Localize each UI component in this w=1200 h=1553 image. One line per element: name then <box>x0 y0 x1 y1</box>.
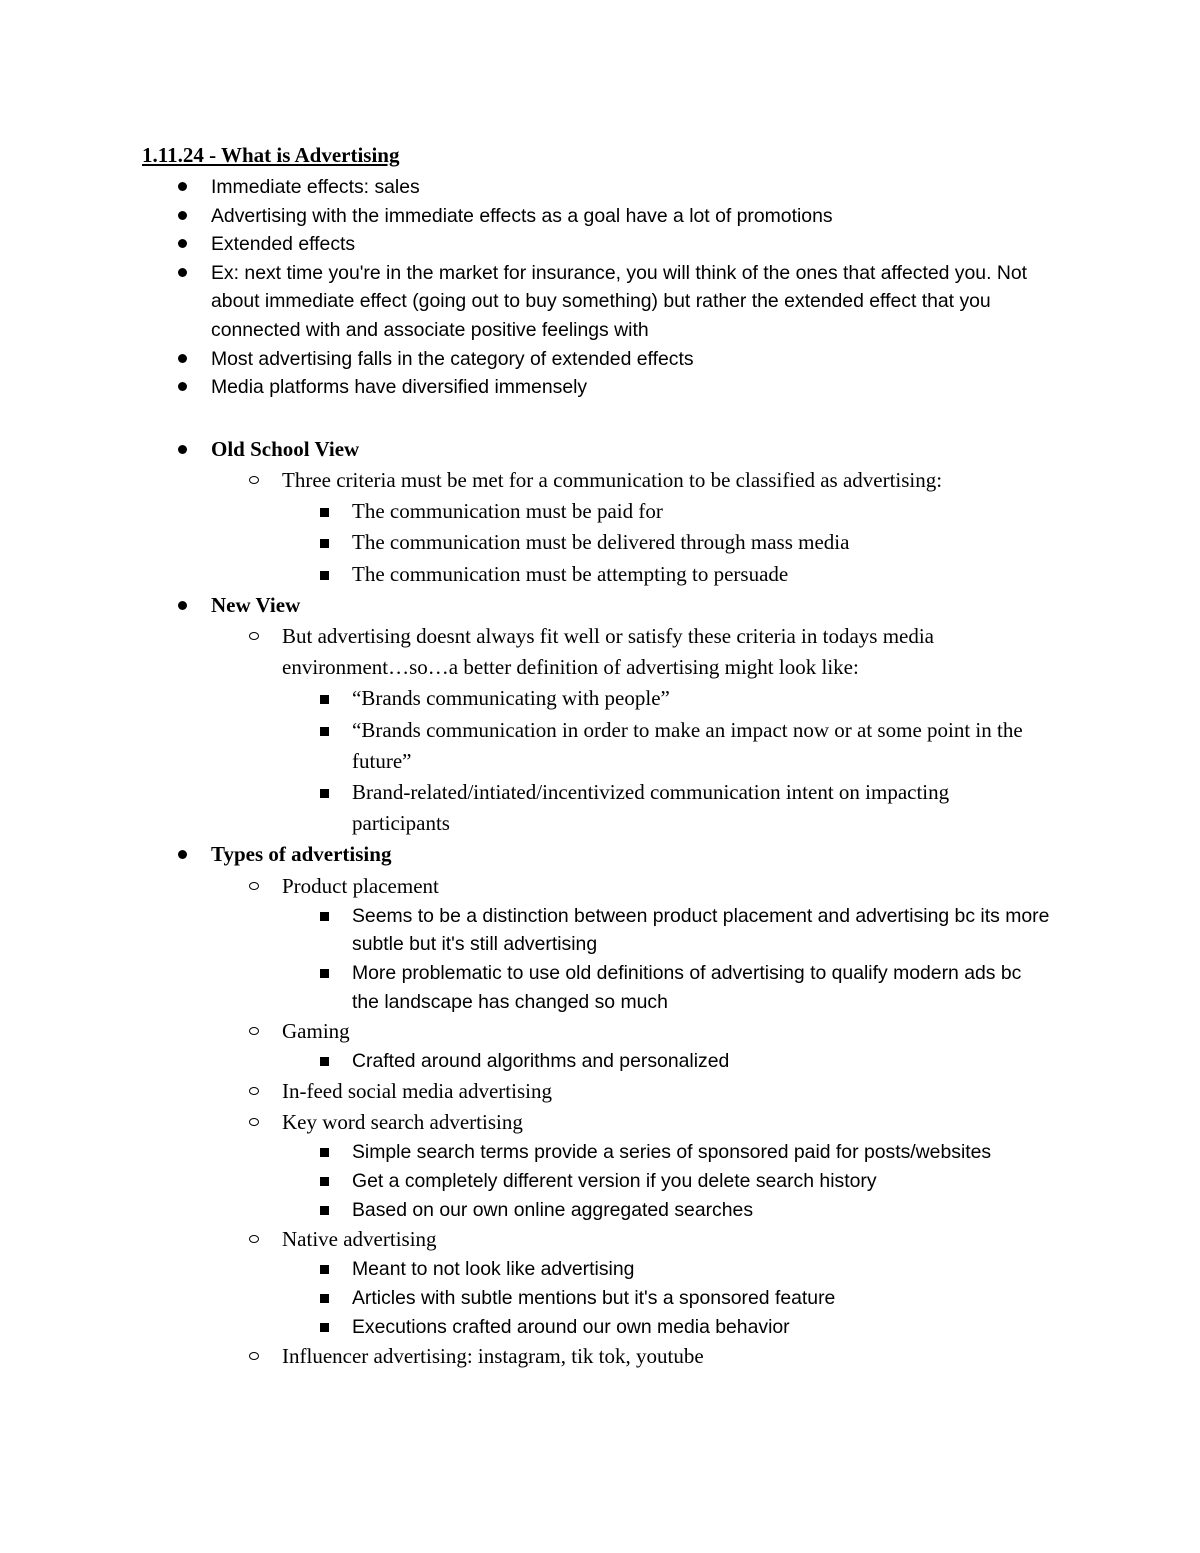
square-bullet-icon <box>320 1057 329 1066</box>
list-item-text: The communication must be delivered through mass media <box>352 530 850 555</box>
list-item-text: More problematic to use old definitions of advertising to qualify modern ads bc the landscape has changed so much <box>352 961 1022 1013</box>
list-item <box>0 715 1052 777</box>
bullet-icon <box>178 268 187 277</box>
list-item <box>0 1313 1052 1342</box>
list-item <box>0 202 1051 231</box>
list-item-text: But advertising doesnt always fit well or satisfy these criteria in todays media environment…so…a better definition of advertising might look like: <box>282 623 935 680</box>
list-item <box>0 1224 1052 1255</box>
list-item <box>0 959 1052 1016</box>
list-item <box>0 1255 1052 1284</box>
circle-bullet-icon <box>249 1352 259 1360</box>
list-item <box>0 621 1052 683</box>
square-bullet-icon <box>320 1177 329 1186</box>
list-item-text: Most advertising falls in the category of extended effects <box>211 347 694 370</box>
list-item-text: Media platforms have diversified immensely <box>211 376 588 399</box>
list-item-text: Based on our own online aggregated searches <box>352 1198 754 1221</box>
square-bullet-icon <box>320 969 329 978</box>
list-item <box>0 871 1052 902</box>
list-item-text: Crafted around algorithms and personalized <box>352 1050 730 1073</box>
list-item-text: Simple search terms provide a series of sponsored paid for posts/websites <box>352 1141 992 1164</box>
list-item-text: Immediate effects: sales <box>211 176 420 198</box>
list-item <box>0 1107 1052 1138</box>
list-item <box>0 1341 1052 1372</box>
list-item <box>0 173 1051 202</box>
list-item-text: Key word search advertising <box>282 1110 523 1135</box>
list-item-text: Seems to be a distinction between product placement and advertising bc its more subtle but it's still advertising <box>352 904 1050 956</box>
list-item <box>0 1076 1052 1107</box>
list-item-text: The communication must be attempting to persuade <box>352 561 789 586</box>
list-item <box>0 259 1051 345</box>
list-item <box>0 465 1052 496</box>
bullet-icon <box>178 382 187 391</box>
spacer <box>0 402 1200 434</box>
bullet-icon <box>178 850 187 859</box>
square-bullet-icon <box>320 1323 329 1332</box>
bullet-icon <box>178 239 187 248</box>
list-item-text: Brand-related/intiated/incentivized communication intent on impacting participants <box>352 779 950 836</box>
list-item <box>0 1138 1052 1167</box>
list-item <box>0 373 1051 402</box>
list-item <box>0 230 1051 259</box>
square-bullet-icon <box>320 1294 329 1303</box>
square-bullet-icon <box>320 1265 329 1274</box>
list-item-text: Three criteria must be met for a communication to be classified as advertising: <box>282 467 943 492</box>
circle-bullet-icon <box>249 476 259 484</box>
list-item <box>0 777 1052 839</box>
list-item <box>0 527 1052 558</box>
square-bullet-icon <box>320 789 329 798</box>
list-item <box>0 345 1051 374</box>
list-item <box>0 1167 1052 1196</box>
circle-bullet-icon <box>249 1118 259 1126</box>
square-bullet-icon <box>320 727 329 736</box>
section-heading-old-school <box>0 434 1051 465</box>
list-item <box>0 1284 1052 1313</box>
section-heading-text: Types of advertising <box>211 842 392 867</box>
list-item-text: Native advertising <box>282 1227 437 1252</box>
square-bullet-icon <box>320 508 329 517</box>
list-item-text: Executions crafted around our own media behavior <box>352 1315 790 1338</box>
list-item-text: Advertising with the immediate effects as a goal have a lot of promotions <box>211 204 833 227</box>
square-bullet-icon <box>320 1206 329 1215</box>
square-bullet-icon <box>320 1148 329 1157</box>
bullet-icon <box>178 211 187 220</box>
bullet-icon <box>178 445 187 454</box>
circle-bullet-icon <box>249 1027 259 1035</box>
section-heading-types <box>0 839 1051 870</box>
bullet-icon <box>178 182 187 191</box>
list-item-text: Meant to not look like advertising <box>352 1258 635 1281</box>
section-heading-new-view <box>0 590 1051 621</box>
circle-bullet-icon <box>249 882 259 890</box>
square-bullet-icon <box>320 539 329 548</box>
page-title: 1.11.24 - What is Advertising <box>142 143 400 167</box>
section-heading-text: New View <box>211 592 301 617</box>
list-item-text: “Brands communication in order to make an impact now or at some point in the future” <box>352 717 1023 773</box>
list-item-text: Get a completely different version if you delete search history <box>352 1169 877 1192</box>
list-item-text: The communication must be paid for <box>352 499 663 524</box>
list-item <box>0 1016 1052 1047</box>
notes-list <box>0 173 1200 1372</box>
list-item-text: Influencer advertising: instagram, tik tok, youtube <box>282 1344 704 1369</box>
list-item-text: Articles with subtle mentions but it's a sponsored feature <box>352 1286 836 1309</box>
circle-bullet-icon <box>249 1087 259 1095</box>
list-item-text: Extended effects <box>211 233 356 256</box>
list-item-text: Ex: next time you're in the market for insurance, you will think of the ones that affected you. Not about immediate effect (going out to buy something) but rather the extended effect that you connected with and associate positive feelings with <box>211 261 1028 341</box>
list-item <box>0 496 1052 527</box>
list-item-text: In-feed social media advertising <box>282 1078 552 1103</box>
bullet-icon <box>178 601 187 610</box>
square-bullet-icon <box>320 571 329 580</box>
list-item <box>0 1196 1052 1225</box>
square-bullet-icon <box>320 912 329 921</box>
circle-bullet-icon <box>249 1235 259 1243</box>
list-item <box>0 902 1052 959</box>
list-item-text: “Brands communicating with people” <box>352 686 670 711</box>
list-item <box>0 683 1052 714</box>
square-bullet-icon <box>320 695 329 704</box>
section-heading-text: Old School View <box>211 436 360 461</box>
circle-bullet-icon <box>249 632 259 640</box>
list-item-text: Gaming <box>282 1019 350 1044</box>
list-item-text: Product placement <box>282 873 439 898</box>
list-item <box>0 559 1052 590</box>
list-item <box>0 1047 1052 1076</box>
bullet-icon <box>178 354 187 363</box>
